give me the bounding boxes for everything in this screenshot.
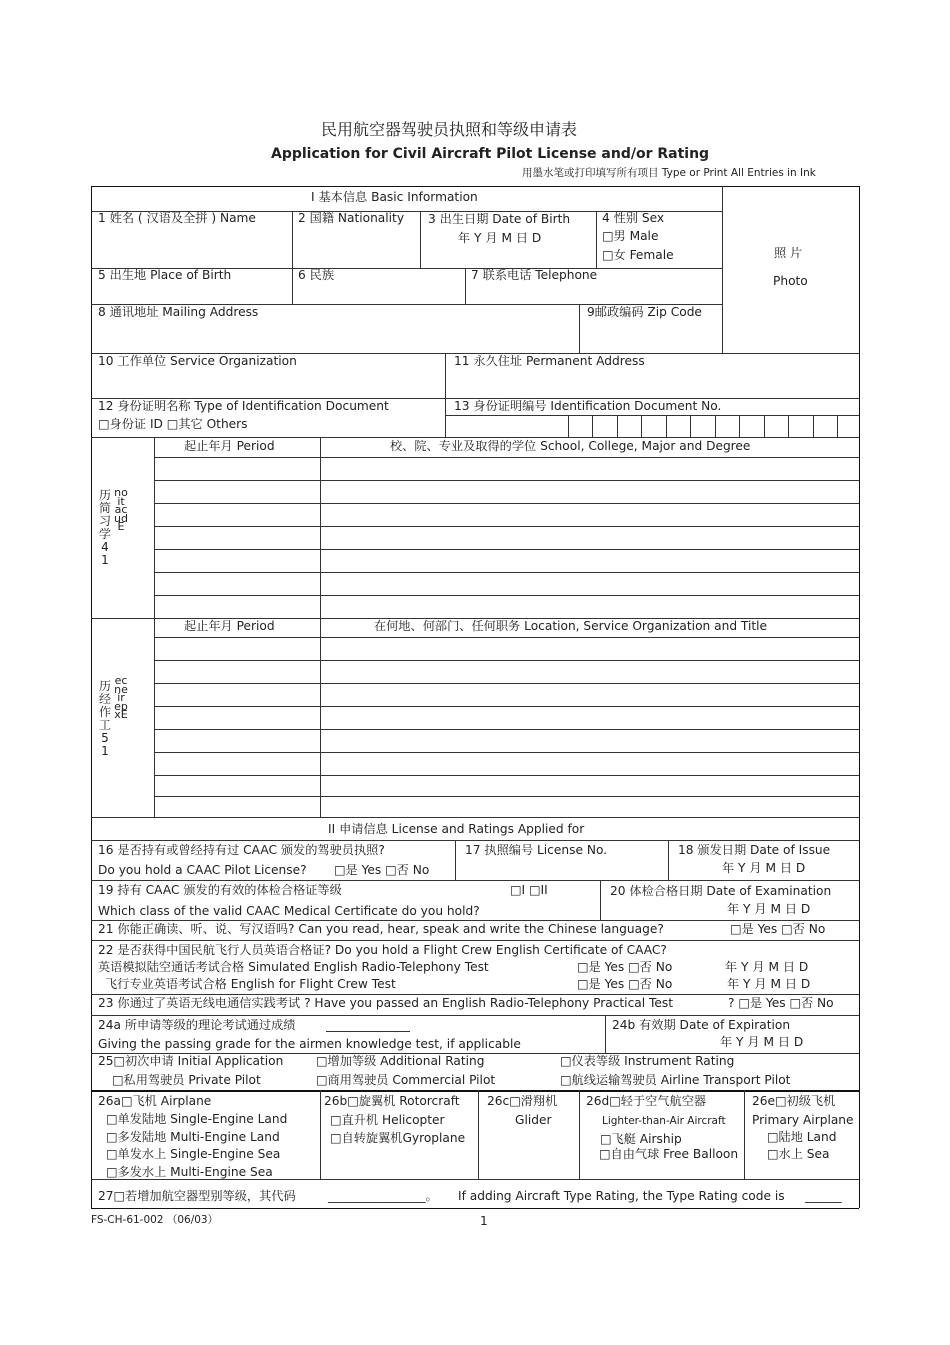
photo-label-cn: 照 片 [774, 246, 803, 260]
section-basic-info-title: I 基本信息 Basic Information [311, 190, 478, 204]
permanent-address-label: 11 永久住址 Permanent Address [454, 354, 645, 368]
date-of-issue-label: 18 颁发日期 Date of Issue [678, 843, 831, 857]
date-of-expiration-units: 年 Y 月 M 日 D [720, 1035, 804, 1049]
flight-crew-english-test-options[interactable]: □是 Yes □否 No [577, 977, 673, 991]
license-number-label: 17 执照编号 License No. [465, 843, 608, 857]
work-label-cn: 历经作工51 [98, 679, 111, 758]
private-pilot-checkbox[interactable]: □私用驾驶员 Private Pilot [112, 1073, 261, 1087]
knowledge-test-grade-label-en: Giving the passing grade for the airmen knowledge test, if applicable [98, 1037, 521, 1051]
helicopter-checkbox[interactable]: □直升机 Helicopter [330, 1113, 445, 1127]
place-of-birth-label: 5 出生地 Place of Birth [98, 268, 232, 282]
date-of-birth-units: 年 Y 月 M 日 D [458, 231, 542, 245]
rotorcraft-category-checkbox[interactable]: 26b□旋翼机 Rotorcraft [324, 1094, 460, 1108]
primary-airplane-category-checkbox[interactable]: 26e□初级飞机 [752, 1094, 836, 1108]
caac-license-question-cn: 16 是否持有或曾经持有过 CAAC 颁发的驾驶员执照? [98, 843, 385, 857]
single-engine-sea-checkbox[interactable]: □单发水上 Single-Engine Sea [106, 1147, 281, 1161]
english-certificate-question: 22 是否获得中国民航飞行人员英语合格证? Do you hold a Flight Crew English Certificate of CAAC? [98, 943, 667, 957]
radio-telephony-test-options[interactable]: □是 Yes □否 No [577, 960, 673, 974]
airline-transport-pilot-checkbox[interactable]: □航线运输驾驶员 Airline Transport Pilot [560, 1073, 791, 1087]
radio-practical-test-question: 23 你通过了英语无线电通信实践考试 ? Have you passed an English Radio-Telephony Practical Test [98, 996, 673, 1010]
id-document-type-options[interactable]: □身份证 ID □其它 Others [98, 417, 248, 431]
medical-class-question-cn: 19 持有 CAAC 颁发的有效的体检合格证等级 [98, 883, 342, 897]
id-document-type-label: 12 身份证明名称 Type of Identification Document [98, 399, 389, 413]
date-of-issue-units: 年 Y 月 M 日 D [722, 861, 806, 875]
flight-crew-english-test-label: 飞行专业英语考试合格 English for Flight Crew Test [105, 977, 396, 991]
gyroplane-checkbox[interactable]: □自转旋翼机Gyroplane [330, 1131, 466, 1145]
chinese-language-options[interactable]: □是 Yes □否 No [730, 922, 826, 936]
education-label-cn: 历简习学41 [98, 488, 111, 567]
work-location-header: 在何地、何部门、任何职务 Location, Service Organization and Title [374, 619, 768, 633]
form-number: FS-CH-61-002 （06/03） [91, 1214, 219, 1226]
knowledge-test-grade-label-cn: 24a 所申请等级的理论考试通过成绩 [98, 1018, 296, 1032]
medical-class-question-en: Which class of the valid CAAC Medical Certificate do you hold? [98, 904, 480, 918]
date-of-expiration-label: 24b 有效期 Date of Expiration [612, 1018, 791, 1032]
radio-telephony-test-date-units: 年 Y 月 M 日 D [725, 960, 809, 974]
mailing-address-label: 8 通讯地址 Mailing Address [98, 305, 259, 319]
commercial-pilot-checkbox[interactable]: □商用驾驶员 Commercial Pilot [316, 1073, 496, 1087]
type-rating-label-en: If adding Aircraft Type Rating, the Type Rating code is [458, 1189, 785, 1203]
nationality-label: 2 国籍 Nationality [298, 211, 405, 225]
telephone-label: 7 联系电话 Telephone [471, 268, 598, 282]
ethnicity-label: 6 民族 [298, 268, 335, 282]
service-organization-label: 10 工作单位 Service Organization [98, 354, 297, 368]
multi-engine-land-checkbox[interactable]: □多发陆地 Multi-Engine Land [106, 1130, 280, 1144]
primary-land-checkbox[interactable]: □陆地 Land [767, 1130, 837, 1144]
title-cn: 民用航空器驾驶员执照和等级申请表 [321, 120, 578, 139]
glider-category-checkbox[interactable]: 26c□滑翔机 [487, 1094, 558, 1108]
work-period-header: 起止年月 Period [184, 619, 275, 633]
photo-label-en: Photo [773, 274, 808, 288]
education-school-header: 校、院、专业及取得的学位 School, College, Major and Degree [390, 439, 751, 453]
radio-practical-test-options[interactable]: ? □是 Yes □否 No [728, 996, 834, 1010]
flight-crew-english-test-date-units: 年 Y 月 M 日 D [727, 977, 811, 991]
sex-female-checkbox[interactable]: □女 Female [602, 248, 674, 262]
medical-class-options[interactable]: □I □II [510, 883, 548, 897]
title-en: Application for Civil Aircraft Pilot License and/or Rating [271, 146, 710, 162]
zip-code-label: 9邮政编码 Zip Code [587, 305, 702, 319]
work-label-en: ecneirepxE [114, 674, 128, 721]
education-period-header: 起止年月 Period [184, 439, 275, 453]
additional-rating-checkbox[interactable]: □增加等级 Additional Rating [316, 1054, 485, 1068]
section-license-title: II 申请信息 License and Ratings Applied for [328, 822, 585, 836]
airplane-category-checkbox[interactable]: 26a□飞机 Airplane [98, 1094, 212, 1108]
lighter-than-air-category-checkbox[interactable]: 26d□轻于空气航空器 [586, 1094, 707, 1108]
sex-male-checkbox[interactable]: □男 Male [602, 229, 659, 243]
type-rating-label-cn[interactable]: 27□若增加航空器型别等级，其代码 [98, 1189, 296, 1203]
id-document-number-label: 13 身份证明编号 Identification Document No. [454, 399, 722, 413]
chinese-language-question: 21 你能正确读、听、说、写汉语吗? Can you read, hear, speak and write the Chinese language? [98, 922, 664, 936]
glider-label-en: Glider [515, 1113, 552, 1127]
airship-checkbox[interactable]: □飞艇 Airship [600, 1132, 682, 1146]
initial-application-checkbox[interactable]: 25□初次申请 Initial Application [98, 1054, 284, 1068]
page-number: 1 [480, 1214, 488, 1228]
single-engine-land-checkbox[interactable]: □单发陆地 Single-Engine Land [106, 1112, 288, 1126]
lighter-than-air-label-en: Lighter-than-Air Aircraft [602, 1115, 726, 1127]
multi-engine-sea-checkbox[interactable]: □多发水上 Multi-Engine Sea [106, 1165, 273, 1179]
caac-license-question-en: Do you hold a CAAC Pilot License? [98, 863, 307, 877]
date-of-birth-label: 3 出生日期 Date of Birth [428, 212, 571, 226]
caac-license-options[interactable]: □是 Yes □否 No [334, 863, 430, 877]
type-rating-code-field-en[interactable]: ______ [805, 1189, 842, 1203]
primary-airplane-label-en: Primary Airplane [752, 1113, 854, 1127]
instrument-rating-checkbox[interactable]: □仪表等级 Instrument Rating [560, 1054, 735, 1068]
primary-sea-checkbox[interactable]: □水上 Sea [767, 1147, 830, 1161]
date-of-examination-units: 年 Y 月 M 日 D [727, 902, 811, 916]
date-of-examination-label: 20 体检合格日期 Date of Examination [610, 884, 832, 898]
education-label-en: noitacudE [114, 486, 128, 533]
instruction: 用墨水笔或打印填写所有项目 Type or Print All Entries in Ink [522, 167, 816, 179]
sex-label: 4 性别 Sex [602, 211, 665, 225]
knowledge-test-grade-field[interactable] [326, 1031, 410, 1032]
type-rating-code-field[interactable]: ________________。 [328, 1189, 438, 1203]
free-balloon-checkbox[interactable]: □自由气球 Free Balloon [599, 1147, 739, 1161]
radio-telephony-test-label: 英语模拟陆空通话考试合格 Simulated English Radio-Telephony Test [98, 960, 489, 974]
name-label: 1 姓名 ( 汉语及全拼 ) Name [98, 211, 256, 225]
